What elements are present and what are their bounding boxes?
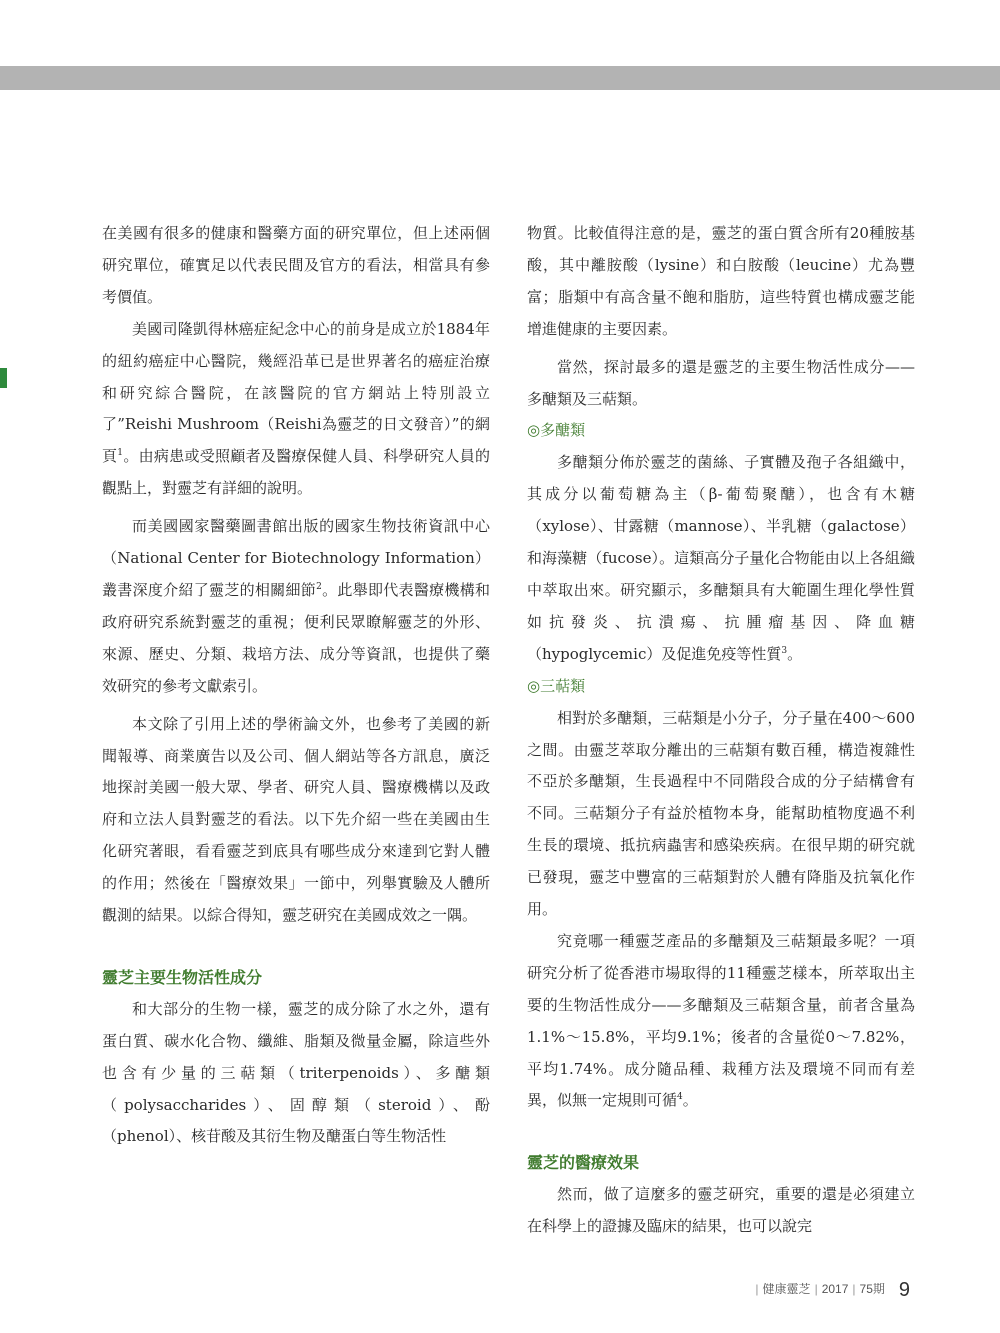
paragraph-text: 多醣類分佈於靈芝的菌絲、子實體及孢子各組織中，其成分以葡萄糖為主（β-葡萄聚醣），也含有木糖（xylose）、甘露糖（mannose）、半乳糖（galactose）和海藻糖（fucose）。這類高分子量化合物能由以上各組織中萃取出來。研究顯示，多醣類具有大範圍生理化學性質如抗發炎、抗潰瘍、抗腫瘤基因、降血糖（hypoglycemic）及促進免疫等性質 (527, 453, 915, 663)
paragraph: 相對於多醣類，三萜類是小分子，分子量在400～600之間。由靈芝萃取分離出的三萜類有數百種，構造複雜性不亞於多醣類，生長過程中不同階段合成的分子結構會有不同。三萜類分子有益於植物本身，能幫助植物度過不利生長的環境、抵抗病蟲害和感染疾病。在很早期的研究就已發現，靈芝中豐富的三萜類對於人體有降脂及抗氧化作用。 (527, 708, 915, 919)
issue-year: 2017 (821, 1282, 849, 1296)
footnote-ref: 2 (316, 581, 322, 592)
footer-divider: | (755, 1282, 759, 1296)
page-number: 9 (898, 1279, 910, 1301)
paragraph: 然而，做了這麼多的靈芝研究，重要的還是必須建立在科學上的證據及臨床的結果，也可以說完 (527, 1185, 915, 1236)
issue-number: 75期 (859, 1282, 885, 1296)
left-column (102, 218, 490, 1153)
paragraph-text: 美國司隆凱得林癌症紀念中心的前身是成立於1884年的紐約癌症中心醫院，幾經沿革已是世界著名的癌症治療和研究綜合醫院，在該醫院的官方網站上特別設立了”Reishi Mushroom（Reishi為靈芝的日文發音）”的網頁 (102, 319, 490, 466)
magazine-name: 健康靈芝 (762, 1282, 811, 1296)
paragraph: 本文除了引用上述的學術論文外，也參考了美國的新聞報導、商業廣告以及公司、個人網站等各方訊息，廣泛地探討美國一般大眾、學者、研究人員、醫療機構以及政府和立法人員對靈芝的看法。以下先介紹一些在美國由生化研究著眼，看看靈芝到底具有哪些成分來達到它對人體的作用；然後在「醫療效果」一節中，列舉實驗及人體所觀測的結果。以綜合得知，靈芝研究在美國成效之一隅。 (102, 714, 490, 925)
paragraph (102, 511, 490, 702)
paragraph-text: 。 (682, 1091, 698, 1110)
subsection-heading: ◎多醣類 (527, 421, 586, 440)
section-heading: 靈芝主要生物活性成分 (102, 967, 263, 987)
section-heading: 靈芝的醫療效果 (527, 1153, 640, 1173)
paragraph (527, 926, 915, 1117)
paragraph: 和大部分的生物一樣，靈芝的成分除了水之外，還有蛋白質、碳水化合物、纖維、脂類及微量金屬，除這些外也含有少量的三萜類（triterpenoids）、多醣類（polysaccharides）、固醇類（steroid）、酚（phenol）、核苷酸及其衍生物及醣蛋白等生物活性 (102, 999, 490, 1146)
right-column (527, 218, 915, 1243)
paragraph-text: 。由病患或受照顧者及醫療保健人員、科學研究人員的觀點上，對靈芝有詳細的說明。 (102, 447, 490, 498)
side-color-tab (0, 368, 7, 388)
paragraph (527, 447, 915, 670)
paragraph (102, 314, 490, 505)
footer-divider: | (814, 1282, 818, 1296)
paragraph: 在美國有很多的健康和醫藥方面的研究單位，但上述兩個研究單位，確實足以代表民間及官方的看法，相當具有參考價值。 (102, 224, 490, 306)
paragraph-text: 究竟哪一種靈芝產品的多醣類及三萜類最多呢？一項研究分析了從香港市場取得的11種靈芝樣本，所萃取出主要的生物活性成分——多醣類及三萜類含量，前者含量為1.1%～15.8%，平均9.1%；後者的含量從0～7.82%，平均1.74%。成分隨品種、栽種方法及環境不同而有差異，似無一定規則可循 (527, 931, 915, 1110)
top-header-band (0, 66, 1000, 90)
subsection-heading: ◎三萜類 (527, 676, 586, 695)
footnote-ref: 1 (117, 448, 124, 459)
footnote-ref: 3 (781, 645, 788, 656)
page-footer (751, 1279, 910, 1302)
paragraph-text: 。此舉即代表醫療機構和政府研究系統對靈芝的重視；便利民眾瞭解靈芝的外形、來源、歷史、分類、栽培方法、成分等資訊，也提供了藥效研究的參考文獻索引。 (102, 580, 490, 695)
paragraph-text: 。 (787, 644, 803, 663)
paragraph-text: 而美國國家醫藥圖書館出版的國家生物技術資訊中心（National Center for Biotechnology Information）叢書深度介紹了靈芝的相關細節 (102, 517, 490, 599)
footer-divider: | (852, 1282, 856, 1296)
paragraph: 物質。比較值得注意的是，靈芝的蛋白質含所有20種胺基酸，其中離胺酸（lysine）和白胺酸（leucine）尤為豐富；脂類中有高含量不飽和脂肪，這些特質也構成靈芝能增進健康的主要因素。 (527, 224, 915, 338)
footnote-ref: 4 (677, 1092, 683, 1103)
paragraph: 當然，探討最多的還是靈芝的主要生物活性成分——多醣類及三萜類。 (527, 357, 915, 408)
